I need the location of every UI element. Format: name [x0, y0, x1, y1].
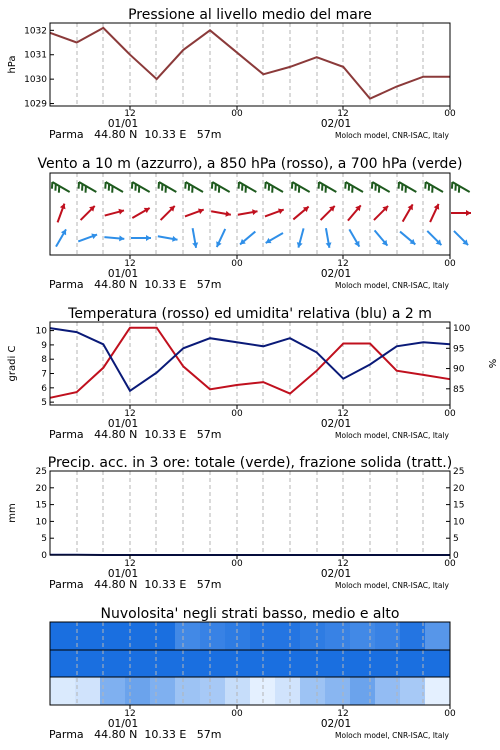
wind-barb	[159, 182, 177, 193]
cloud-heatmap	[50, 622, 451, 705]
x-tick-label: 12	[337, 559, 349, 569]
wind-barb	[400, 232, 415, 245]
x-tick-label: 00	[231, 109, 243, 119]
cloud-cell	[125, 650, 151, 677]
cloud-cell	[325, 622, 351, 650]
wind-grid	[77, 173, 423, 255]
cloud-cell	[200, 677, 226, 705]
cloud-cell	[350, 650, 376, 677]
wind-panel	[37, 156, 471, 291]
y-tick-label: 95	[453, 344, 465, 355]
cloud-cell	[425, 677, 451, 705]
x-date-label: 02/01	[320, 718, 352, 730]
y-tick-label: 20	[453, 483, 465, 494]
wind-barb	[375, 230, 388, 245]
precip-ylabel: mm	[7, 503, 18, 523]
cloud-cell	[75, 622, 101, 650]
x-tick-label: 12	[337, 709, 349, 719]
cloud-cell	[325, 677, 351, 705]
precip-y-axis-left	[36, 467, 54, 561]
cloud-cell	[300, 677, 326, 705]
wind-barb	[79, 182, 97, 193]
y-tick-label: 25	[35, 467, 47, 477]
wind-barb	[132, 182, 150, 193]
wind-barb	[58, 204, 66, 223]
wind-barb	[192, 228, 198, 248]
x-tick-label: 12	[337, 109, 349, 119]
wind-barb	[266, 233, 283, 243]
precip-title: Precip. acc. in 3 ore: totale (verde), frazione solida (tratt.)	[47, 455, 453, 471]
cloud-cell	[100, 622, 126, 650]
y-tick-label: 0	[453, 551, 459, 561]
y-tick-label: 5	[41, 534, 47, 545]
x-tick-label: 12	[124, 259, 136, 269]
x-date-label: 01/01	[107, 718, 139, 730]
cloud-cell	[275, 622, 301, 650]
y-tick-label: 9	[41, 340, 47, 351]
wind-barb	[451, 210, 471, 216]
wind-barb	[104, 235, 124, 241]
cloud-cell	[175, 677, 201, 705]
x-tick-label: 00	[444, 259, 456, 269]
cloud-x-axis	[49, 705, 456, 741]
cloud-cell	[350, 677, 376, 705]
wind-barb	[239, 182, 257, 193]
precip-grid	[77, 471, 423, 555]
pressure-ylabel: hPa	[7, 55, 18, 74]
wind-barb	[56, 229, 66, 246]
y-tick-label: 20	[35, 483, 47, 494]
x-tick-label: 00	[444, 709, 456, 719]
x-tick-label: 12	[124, 709, 136, 719]
x-date-label: 02/01	[320, 568, 352, 580]
x-date-label: 01/01	[107, 118, 139, 130]
y-tick-label: 10	[35, 326, 47, 337]
wind-barb	[105, 209, 124, 216]
model-credit: Moloch model, CNR-ISAC, Italy	[335, 431, 449, 440]
x-tick-label: 12	[124, 409, 136, 419]
model-credit: Moloch model, CNR-ISAC, Italy	[335, 281, 449, 290]
cloud-cell	[150, 622, 176, 650]
wind-barb	[238, 209, 258, 215]
wind-barb	[345, 182, 363, 193]
cloud-cell	[50, 622, 76, 650]
cloud-title: Nuvolosita' negli strati basso, medio e alto	[100, 606, 400, 622]
wind-barb	[372, 182, 390, 193]
location-label: Parma 44.80 N 10.33 E 57m	[49, 728, 222, 741]
y-tick-label: 0	[41, 551, 47, 561]
cloud-cell	[200, 622, 226, 650]
y-tick-label: 1030	[24, 75, 47, 86]
model-credit: Moloch model, CNR-ISAC, Italy	[335, 581, 449, 590]
wind-barb	[430, 204, 439, 222]
y-tick-label: 5	[41, 398, 47, 409]
x-tick-label: 00	[444, 409, 456, 419]
y-tick-label: 6	[41, 383, 47, 394]
wind-barb	[240, 232, 255, 245]
wind-barb	[212, 182, 230, 193]
wind-barb	[185, 182, 203, 193]
cloud-cell	[300, 650, 326, 677]
wind-barb	[297, 228, 304, 247]
cloud-cell	[175, 622, 201, 650]
wind-title: Vento a 10 m (azzurro), a 850 hPa (rosso), a 700 hPa (verde)	[37, 156, 463, 172]
precip-panel	[7, 455, 465, 591]
y-tick-label: 100	[453, 324, 471, 335]
cloud-cell	[350, 622, 376, 650]
cloud-cell	[325, 650, 351, 677]
precip-x-axis	[49, 555, 456, 591]
cloud-cell	[425, 622, 451, 650]
wind-x-axis	[49, 255, 456, 291]
cloud-cell	[150, 677, 176, 705]
wind-barb	[427, 231, 441, 245]
x-date-label: 02/01	[320, 418, 352, 430]
wind-barb	[403, 204, 413, 221]
cloud-cell	[225, 677, 251, 705]
pressure-panel	[7, 7, 456, 141]
wind-barb	[185, 209, 204, 217]
model-credit: Moloch model, CNR-ISAC, Italy	[335, 131, 449, 140]
wind-barb	[292, 182, 310, 193]
x-date-label: 01/01	[107, 418, 139, 430]
cloud-cell	[275, 650, 301, 677]
pressure-title: Pressione al livello medio del mare	[128, 7, 372, 23]
wind-barb	[265, 209, 284, 217]
cloud-cell	[75, 650, 101, 677]
wind-barb	[161, 206, 175, 220]
wind-barb	[326, 228, 332, 248]
precip-y-axis-right	[446, 467, 465, 561]
wind-barb	[78, 234, 97, 242]
cloud-cell	[150, 650, 176, 677]
location-label: Parma 44.80 N 10.33 E 57m	[49, 428, 222, 441]
x-tick-label: 00	[444, 559, 456, 569]
x-tick-label: 00	[231, 409, 243, 419]
y-tick-label: 10	[453, 517, 465, 528]
x-date-label: 01/01	[107, 568, 139, 580]
cloud-cell	[425, 650, 451, 677]
y-tick-label: 8	[41, 355, 47, 366]
y-tick-label: 25	[453, 467, 465, 477]
x-tick-label: 12	[124, 109, 136, 119]
wind-barb	[132, 208, 149, 218]
cloud-cell	[225, 650, 251, 677]
wind-barb	[52, 182, 70, 193]
cloud-cell	[225, 622, 251, 650]
wind-barb	[425, 182, 443, 193]
wind-barb	[81, 206, 95, 220]
location-label: Parma 44.80 N 10.33 E 57m	[49, 128, 222, 141]
cloud-cell	[100, 650, 126, 677]
temperature-series-line	[50, 328, 450, 398]
y-tick-label: 1029	[24, 99, 47, 110]
cloud-panel	[49, 606, 456, 741]
x-tick-label: 12	[337, 259, 349, 269]
y-tick-label: 1032	[24, 26, 47, 37]
precip-frame	[50, 471, 450, 555]
x-date-label: 01/01	[107, 268, 139, 280]
temperature-y-axis	[36, 327, 54, 409]
wind-barb	[319, 182, 337, 193]
y-tick-label: 1031	[24, 50, 47, 61]
wind-barb	[131, 235, 151, 241]
wind-barb	[158, 236, 178, 242]
x-tick-label: 00	[231, 559, 243, 569]
model-credit: Moloch model, CNR-ISAC, Italy	[335, 731, 449, 740]
wind-barb	[105, 182, 123, 193]
wind-barb	[293, 207, 308, 220]
x-tick-label: 12	[124, 559, 136, 569]
x-tick-label: 00	[231, 709, 243, 719]
wind-barb	[349, 229, 359, 246]
wind-barb	[399, 182, 417, 193]
wind-barb	[454, 231, 468, 245]
wind-barb	[374, 206, 388, 220]
location-label: Parma 44.80 N 10.33 E 57m	[49, 578, 222, 591]
x-tick-label: 00	[444, 109, 456, 119]
cloud-cell	[400, 677, 426, 705]
cloud-cell	[125, 677, 151, 705]
temperature-x-axis	[49, 405, 456, 441]
wind-barb	[211, 211, 231, 217]
y-tick-label: 7	[41, 369, 47, 380]
x-date-label: 02/01	[320, 118, 352, 130]
wind-barb	[348, 205, 361, 220]
cloud-cell	[400, 650, 426, 677]
temperature-panel	[7, 306, 497, 441]
cloud-cell	[275, 677, 301, 705]
wind-barbs	[52, 182, 471, 248]
cloud-cell	[175, 650, 201, 677]
y-tick-label: 15	[35, 500, 47, 511]
cloud-cell	[200, 650, 226, 677]
cloud-cell	[300, 622, 326, 650]
pressure-x-axis	[49, 106, 456, 141]
x-tick-label: 12	[337, 409, 349, 419]
wind-barb	[321, 206, 335, 220]
temperature-title: Temperatura (rosso) ed umidita' relativa (blu) a 2 m	[68, 306, 432, 322]
cloud-cell	[125, 622, 151, 650]
pressure-series-line	[50, 28, 450, 99]
y-tick-label: 10	[35, 517, 47, 528]
y-tick-label: 15	[453, 500, 465, 511]
location-label: Parma 44.80 N 10.33 E 57m	[49, 278, 222, 291]
x-date-label: 02/01	[320, 268, 352, 280]
cloud-cell	[100, 677, 126, 705]
temperature-ylabel: gradi C	[7, 345, 18, 382]
wind-barb	[216, 229, 225, 247]
y-tick-label: 5	[453, 534, 459, 545]
y-tick-label: 85	[453, 384, 465, 395]
y-tick-label: 90	[453, 364, 465, 375]
humidity-ylabel: %	[486, 358, 497, 369]
cloud-cell	[75, 677, 101, 705]
wind-barb	[265, 182, 283, 193]
cloud-cell	[50, 677, 76, 705]
x-tick-label: 00	[231, 259, 243, 269]
wind-barb	[452, 182, 470, 193]
cloud-cell	[400, 622, 426, 650]
cloud-cell	[50, 650, 76, 677]
